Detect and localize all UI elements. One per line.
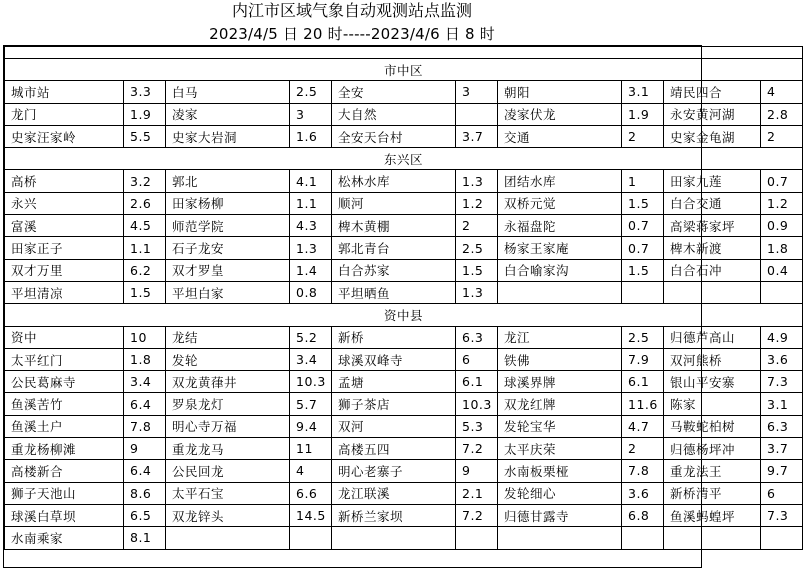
station-name: 水南乘家	[5, 527, 124, 549]
station-name: 水南板栗桠	[498, 460, 622, 482]
spacer-cell	[5, 47, 803, 59]
station-value: 3.7	[456, 125, 498, 147]
section-header-row	[5, 59, 803, 81]
station-value: 7.8	[622, 460, 664, 482]
station-value: 0.7	[761, 170, 803, 192]
station-value: 3.7	[761, 438, 803, 460]
station-value: 0.8	[290, 281, 332, 303]
station-value	[761, 527, 803, 549]
station-value: 7.3	[761, 371, 803, 393]
station-name: 高楼五四	[332, 438, 456, 460]
station-name	[332, 527, 456, 549]
station-name: 石子龙安	[166, 237, 290, 259]
station-value: 3.3	[124, 81, 166, 103]
station-name	[664, 527, 761, 549]
station-value: 10.3	[290, 371, 332, 393]
station-name: 马鞍蛇柏树	[664, 415, 761, 437]
station-value: 8.1	[124, 527, 166, 549]
station-name: 田家九莲	[664, 170, 761, 192]
station-name	[166, 527, 290, 549]
station-name: 永兴	[5, 192, 124, 214]
station-value: 6.8	[622, 504, 664, 526]
station-value: 6.3	[456, 326, 498, 348]
station-name: 球溪白草坝	[5, 504, 124, 526]
station-name: 重龙杨柳滩	[5, 438, 124, 460]
table-row	[5, 504, 803, 526]
station-name: 明心寺万福	[166, 415, 290, 437]
station-name: 重龙法王	[664, 460, 761, 482]
station-name: 松林水库	[332, 170, 456, 192]
station-name: 太平石宝	[166, 482, 290, 504]
station-value: 3.4	[290, 348, 332, 370]
station-name: 铁佛	[498, 348, 622, 370]
station-name: 郭北青台	[332, 237, 456, 259]
station-name: 归德甘露寺	[498, 504, 622, 526]
section-header-row	[5, 148, 803, 170]
station-name: 郭北	[166, 170, 290, 192]
station-value: 1.5	[456, 259, 498, 281]
station-name: 陈家	[664, 393, 761, 415]
page-title: 内江市区域气象自动观测站点监测	[231, 1, 472, 20]
station-value: 1.5	[622, 259, 664, 281]
station-name: 新桥兰家坝	[332, 504, 456, 526]
station-value: 0.4	[761, 259, 803, 281]
station-value: 6	[456, 348, 498, 370]
station-name: 椑木黄棚	[332, 215, 456, 237]
station-value: 6.4	[124, 460, 166, 482]
station-value	[456, 103, 498, 125]
station-value: 1.9	[124, 103, 166, 125]
station-value: 2.8	[761, 103, 803, 125]
station-name: 白合交通	[664, 192, 761, 214]
station-value: 6.1	[456, 371, 498, 393]
station-name: 双桥元觉	[498, 192, 622, 214]
table-row	[5, 281, 803, 303]
station-name: 鱼溪苦竹	[5, 393, 124, 415]
station-value: 11	[290, 438, 332, 460]
station-value: 1.5	[622, 192, 664, 214]
station-name: 龙门	[5, 103, 124, 125]
station-value	[622, 281, 664, 303]
station-value: 1	[622, 170, 664, 192]
station-value: 1.4	[290, 259, 332, 281]
station-value: 9.4	[290, 415, 332, 437]
station-name	[664, 281, 761, 303]
station-name: 双河熊桥	[664, 348, 761, 370]
station-name	[498, 281, 622, 303]
table-row	[5, 482, 803, 504]
table-row	[5, 348, 803, 370]
station-name: 全安	[332, 81, 456, 103]
station-value: 7.2	[456, 438, 498, 460]
station-value: 4.5	[124, 215, 166, 237]
station-value: 7.3	[761, 504, 803, 526]
station-name: 孟塘	[332, 371, 456, 393]
station-name: 双龙黄葎井	[166, 371, 290, 393]
station-value: 1.8	[124, 348, 166, 370]
station-value: 7.8	[124, 415, 166, 437]
station-value: 2.5	[290, 81, 332, 103]
station-name: 双河	[332, 415, 456, 437]
station-value: 6.1	[622, 371, 664, 393]
station-value: 5.7	[290, 393, 332, 415]
station-value: 6.6	[290, 482, 332, 504]
station-value: 6.4	[124, 393, 166, 415]
station-name: 罗泉龙灯	[166, 393, 290, 415]
station-name: 新桥清平	[664, 482, 761, 504]
station-value: 4	[761, 81, 803, 103]
station-value: 3	[290, 103, 332, 125]
station-value: 3.1	[622, 81, 664, 103]
station-name: 发轮细心	[498, 482, 622, 504]
station-name: 球溪界牌	[498, 371, 622, 393]
table-row	[5, 527, 803, 549]
station-name: 白合石冲	[664, 259, 761, 281]
table-row	[5, 170, 803, 192]
station-value: 7.2	[456, 504, 498, 526]
station-name: 椑木新渡	[664, 237, 761, 259]
station-name: 龙江联溪	[332, 482, 456, 504]
station-name: 史家金龟湖	[664, 125, 761, 147]
station-name: 凌家伏龙	[498, 103, 622, 125]
station-name: 太平庆荣	[498, 438, 622, 460]
station-name: 明心老寨子	[332, 460, 456, 482]
table-row	[5, 371, 803, 393]
station-value: 0.7	[622, 215, 664, 237]
station-value: 1.2	[456, 192, 498, 214]
station-name: 归德杨坪冲	[664, 438, 761, 460]
station-value: 1.1	[124, 237, 166, 259]
station-name: 高楼新合	[5, 460, 124, 482]
station-name: 永安黄河湖	[664, 103, 761, 125]
station-name: 白马	[166, 81, 290, 103]
section-name: 资中县	[5, 304, 803, 326]
section-name: 东兴区	[5, 148, 803, 170]
station-value: 9	[456, 460, 498, 482]
station-name: 双龙锌头	[166, 504, 290, 526]
station-name: 白合喻家沟	[498, 259, 622, 281]
section-header-row	[5, 304, 803, 326]
station-value: 6.5	[124, 504, 166, 526]
station-name: 狮子天池山	[5, 482, 124, 504]
station-value: 1.3	[290, 237, 332, 259]
station-value: 7.9	[622, 348, 664, 370]
station-value: 2	[761, 125, 803, 147]
table-row	[5, 125, 803, 147]
station-name: 城市站	[5, 81, 124, 103]
table-row	[5, 81, 803, 103]
table-row	[5, 103, 803, 125]
station-value: 9.7	[761, 460, 803, 482]
station-name: 平坦白家	[166, 281, 290, 303]
table-row	[5, 237, 803, 259]
station-name: 资中	[5, 326, 124, 348]
station-name: 顺河	[332, 192, 456, 214]
station-value: 2	[622, 125, 664, 147]
station-value: 3	[456, 81, 498, 103]
station-value: 3.2	[124, 170, 166, 192]
table-row	[5, 259, 803, 281]
station-value: 2	[456, 215, 498, 237]
station-value: 6	[761, 482, 803, 504]
station-name: 重龙龙马	[166, 438, 290, 460]
time-range: 2023/4/5 日 20 时-----2023/4/6 日 8 时	[209, 25, 495, 43]
station-value: 3.6	[761, 348, 803, 370]
station-value	[290, 527, 332, 549]
station-value: 1.8	[761, 237, 803, 259]
station-value: 4	[290, 460, 332, 482]
station-value: 3.6	[622, 482, 664, 504]
station-name: 龙结	[166, 326, 290, 348]
table-row	[5, 393, 803, 415]
station-value: 0.7	[622, 237, 664, 259]
station-name: 交通	[498, 125, 622, 147]
station-name: 狮子茶店	[332, 393, 456, 415]
station-value: 1.1	[290, 192, 332, 214]
station-value: 4.3	[290, 215, 332, 237]
table-row	[5, 326, 803, 348]
station-value: 4.9	[761, 326, 803, 348]
station-name: 杨家王家庵	[498, 237, 622, 259]
station-name: 鱼溪土户	[5, 415, 124, 437]
station-value: 2	[622, 438, 664, 460]
station-name: 公民回龙	[166, 460, 290, 482]
table-row	[5, 460, 803, 482]
station-value: 1.6	[290, 125, 332, 147]
station-name: 师范学院	[166, 215, 290, 237]
station-table	[4, 46, 803, 550]
station-value: 10.3	[456, 393, 498, 415]
station-name: 永福盘陀	[498, 215, 622, 237]
station-value: 5.5	[124, 125, 166, 147]
station-value: 8.6	[124, 482, 166, 504]
station-name: 团结水库	[498, 170, 622, 192]
station-value: 4.1	[290, 170, 332, 192]
station-name: 归德芦高山	[664, 326, 761, 348]
station-value: 6.3	[761, 415, 803, 437]
station-value: 4.7	[622, 415, 664, 437]
station-name: 发轮宝华	[498, 415, 622, 437]
station-name: 凌家	[166, 103, 290, 125]
station-name: 双才万里	[5, 259, 124, 281]
station-name	[498, 527, 622, 549]
station-name: 太平红门	[5, 348, 124, 370]
station-value: 2.6	[124, 192, 166, 214]
station-value	[456, 527, 498, 549]
station-name: 新桥	[332, 326, 456, 348]
section-name: 市中区	[5, 59, 803, 81]
station-name: 大自然	[332, 103, 456, 125]
station-name: 全安天台村	[332, 125, 456, 147]
station-name: 田家正子	[5, 237, 124, 259]
station-value: 0.9	[761, 215, 803, 237]
station-name: 平坦晒鱼	[332, 281, 456, 303]
station-value: 2.5	[622, 326, 664, 348]
station-value: 6.2	[124, 259, 166, 281]
station-value: 5.2	[290, 326, 332, 348]
station-name: 富溪	[5, 215, 124, 237]
station-value: 10	[124, 326, 166, 348]
station-name: 银山平安寨	[664, 371, 761, 393]
station-value: 3.4	[124, 371, 166, 393]
station-name: 高桥	[5, 170, 124, 192]
station-name: 公民葛麻寺	[5, 371, 124, 393]
station-value: 5.3	[456, 415, 498, 437]
station-name: 史家汪家岭	[5, 125, 124, 147]
table-row	[5, 438, 803, 460]
station-value: 2.5	[456, 237, 498, 259]
station-name: 白合苏家	[332, 259, 456, 281]
station-name: 田家杨柳	[166, 192, 290, 214]
station-name: 发轮	[166, 348, 290, 370]
table-row	[5, 215, 803, 237]
station-value	[622, 527, 664, 549]
station-value: 1.5	[124, 281, 166, 303]
station-name: 靖民四合	[664, 81, 761, 103]
station-value: 1.2	[761, 192, 803, 214]
station-value: 2.1	[456, 482, 498, 504]
station-value: 1.9	[622, 103, 664, 125]
station-name: 高梁蒋家坪	[664, 215, 761, 237]
table-row	[5, 415, 803, 437]
station-value	[761, 281, 803, 303]
station-name: 朝阳	[498, 81, 622, 103]
station-value: 1.3	[456, 170, 498, 192]
station-value: 11.6	[622, 393, 664, 415]
station-name: 双龙红牌	[498, 393, 622, 415]
station-name: 鱼溪蚂蝗坪	[664, 504, 761, 526]
table-row	[5, 192, 803, 214]
station-name: 龙江	[498, 326, 622, 348]
station-name: 球溪双峰寺	[332, 348, 456, 370]
station-name: 双才罗皇	[166, 259, 290, 281]
station-name: 史家大岩洞	[166, 125, 290, 147]
station-value: 1.3	[456, 281, 498, 303]
spacer-row	[5, 47, 803, 59]
station-name: 平坦清凉	[5, 281, 124, 303]
station-value: 9	[124, 438, 166, 460]
station-value: 14.5	[290, 504, 332, 526]
station-value: 3.1	[761, 393, 803, 415]
